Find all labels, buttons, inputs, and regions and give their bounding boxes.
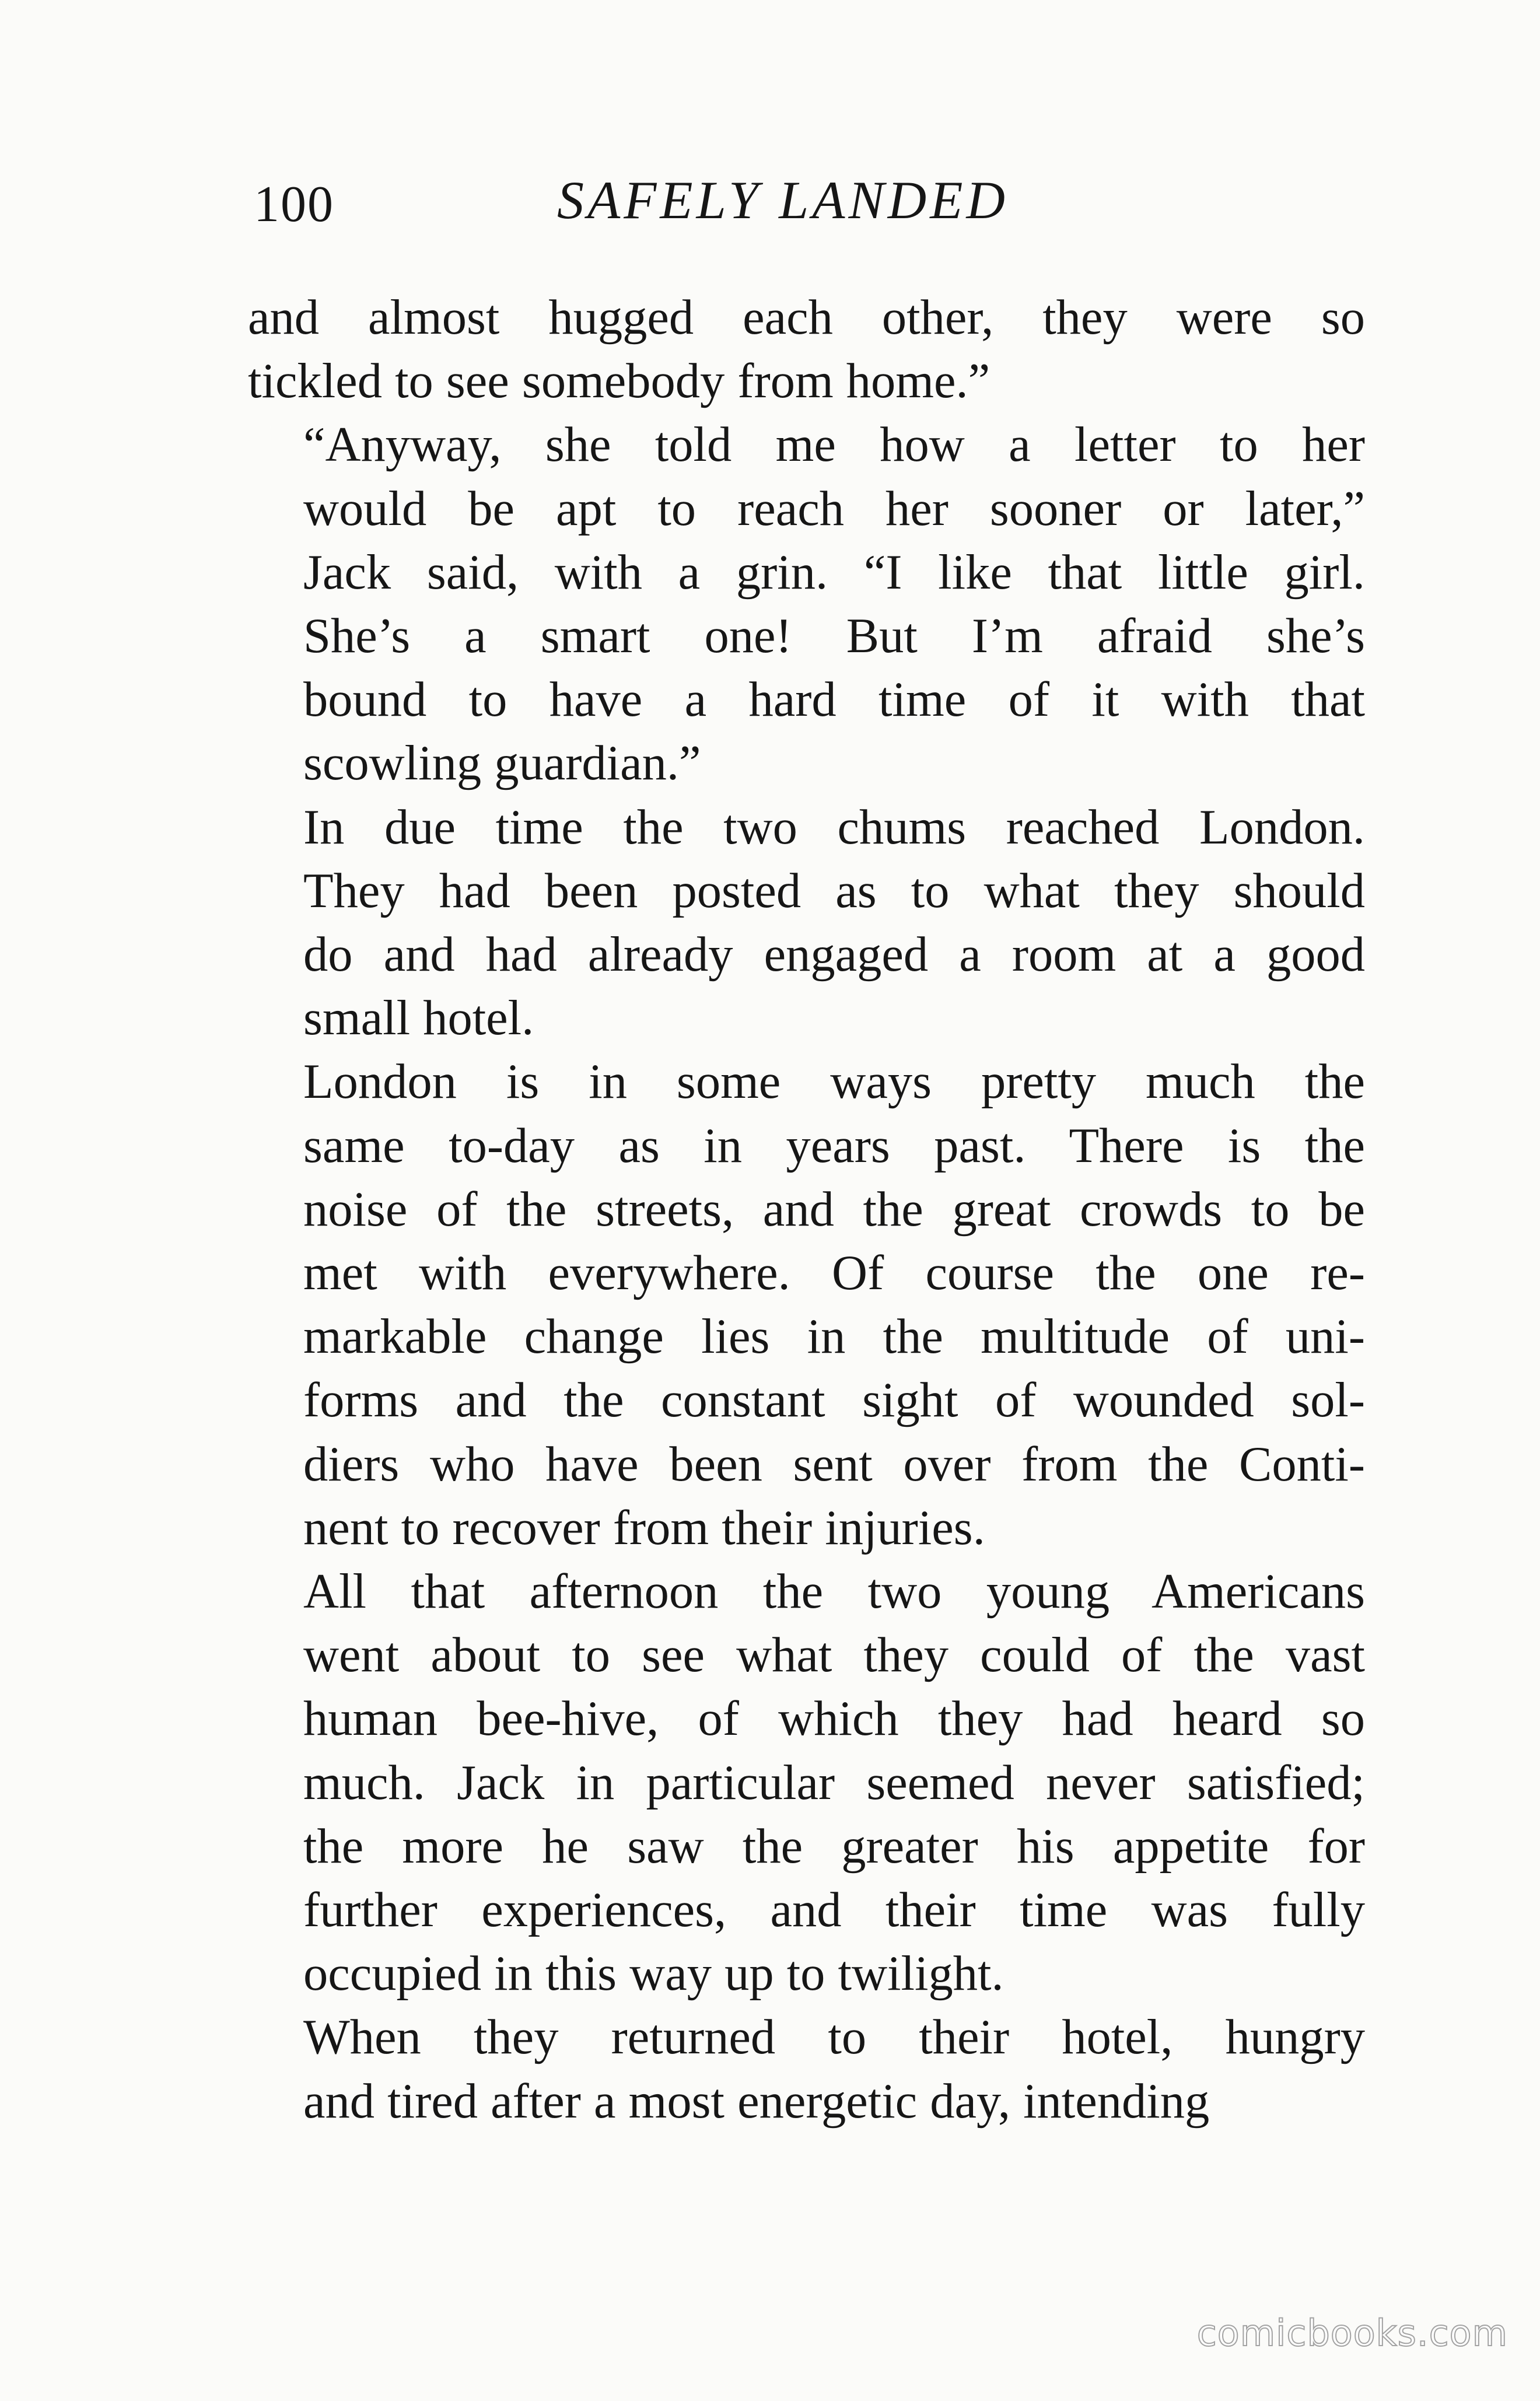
- text-line: human bee-hive, of which they had heard so: [303, 1692, 1365, 1746]
- body-text: [248, 286, 1365, 2133]
- text-line: do and had already engaged a room at a good: [303, 928, 1365, 982]
- text-line: forms and the constant sight of wounded sol-: [303, 1373, 1365, 1428]
- paragraph: [248, 1560, 1365, 2006]
- text-line: All that afternoon the two young Americans: [303, 1564, 1365, 1619]
- text-line: Jack said, with a grin. “I like that little girl.: [303, 545, 1365, 600]
- text-line: small hotel.: [303, 991, 534, 1046]
- text-line: further experiences, and their time was fully: [303, 1883, 1365, 1938]
- text-line: same to-day as in years past. There is the: [303, 1118, 1365, 1173]
- text-line: tickled to see somebody from home.”: [248, 354, 991, 409]
- watermark-logo: comicbooks.com: [1196, 2312, 1508, 2354]
- text-line: and almost hugged each other, they were so: [248, 290, 1365, 345]
- text-line: In due time the two chums reached London.: [303, 800, 1365, 855]
- paragraph: [248, 413, 1365, 795]
- text-line: London is in some ways pretty much the: [303, 1055, 1365, 1110]
- text-line: much. Jack in particular seemed never satisfied;: [303, 1755, 1365, 1810]
- text-line: nent to recover from their injuries.: [303, 1500, 985, 1555]
- text-line: bound to have a hard time of it with that: [303, 673, 1365, 727]
- paragraph: [248, 796, 1365, 1051]
- page-number: 100: [254, 176, 334, 233]
- text-line: the more he saw the greater his appetite for: [303, 1819, 1365, 1874]
- text-line: went about to see what they could of the vast: [303, 1628, 1365, 1683]
- text-line: scowling guardian.”: [303, 736, 701, 791]
- text-line: occupied in this way up to twilight.: [303, 1947, 1004, 2001]
- text-line: met with everywhere. Of course the one re-: [303, 1246, 1365, 1301]
- running-title: SAFELY LANDED: [557, 170, 1009, 230]
- page-header: [254, 169, 1362, 245]
- paragraph: [248, 1050, 1365, 1560]
- text-line: They had been posted as to what they should: [303, 863, 1365, 918]
- paragraph: [248, 2006, 1365, 2133]
- text-line: diers who have been sent over from the Conti-: [303, 1437, 1365, 1492]
- text-line: would be apt to reach her sooner or later,”: [303, 481, 1365, 536]
- text-line: markable change lies in the multitude of uni-: [303, 1310, 1365, 1364]
- text-line: She’s a smart one! But I’m afraid she’s: [303, 609, 1365, 664]
- text-line: “Anyway, she told me how a letter to her: [303, 418, 1365, 473]
- text-line: noise of the streets, and the great crowds to be: [303, 1182, 1365, 1237]
- text-line: and tired after a most energetic day, intending: [303, 2074, 1210, 2129]
- text-line: When they returned to their hotel, hungry: [303, 2010, 1365, 2065]
- paragraph: [248, 286, 1365, 413]
